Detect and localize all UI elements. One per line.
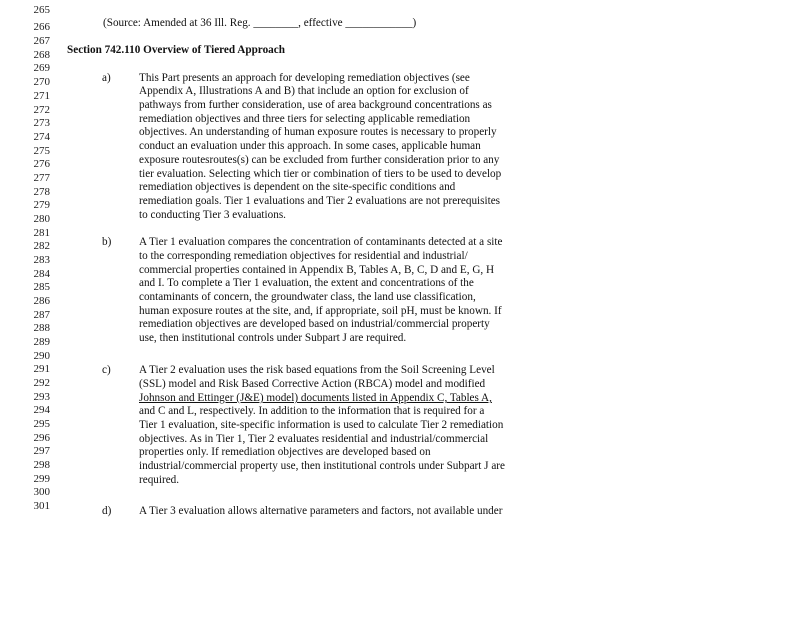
paragraph-label: d) bbox=[102, 505, 112, 517]
paragraph-label: c) bbox=[102, 364, 111, 376]
paragraph-line: pathways from further consideration, use of area background concentrations as bbox=[139, 99, 492, 111]
line-number: 268 bbox=[33, 49, 50, 61]
line-number: 272 bbox=[33, 104, 50, 116]
paragraph-line: properties only. If remediation objectives are developed based on bbox=[139, 446, 431, 458]
section-heading: Section 742.110 Overview of Tiered Approach bbox=[67, 44, 285, 56]
paragraph-line: remediation objectives and three tiers for selecting applicable remediation bbox=[139, 113, 471, 125]
paragraph-line: objectives. An understanding of human exposure routes is necessary to properly bbox=[139, 126, 497, 138]
line-number: 301 bbox=[33, 500, 50, 512]
paragraph-line: Appendix A, Illustrations A and B) that include an option for exclusion of bbox=[139, 85, 469, 97]
line-number: 287 bbox=[33, 309, 50, 321]
paragraph-line: Tier 1 evaluation, site-specific information is used to calculate Tier 2 remediation bbox=[139, 419, 504, 431]
line-number: 296 bbox=[33, 432, 50, 444]
paragraph-label: a) bbox=[102, 72, 111, 84]
paragraph-line: contaminants of concern, the groundwater class, the land use classification, bbox=[139, 291, 476, 303]
paragraph-line: human exposure routes at the site, and, if appropriate, soil pH, must be known. If bbox=[139, 305, 502, 317]
paragraph-line: Johnson and Ettinger (J&E) model) documents listed in Appendix C, Tables A, bbox=[139, 392, 492, 404]
paragraph-line: tier evaluation. Selecting which tier or combination of tiers to be used to develop bbox=[139, 168, 502, 180]
paragraph-line: required. bbox=[139, 474, 180, 486]
source-note: (Source: Amended at 36 Ill. Reg. ________, effective ____________) bbox=[103, 17, 417, 29]
line-number: 273 bbox=[33, 117, 50, 129]
paragraph-label: b) bbox=[102, 236, 112, 248]
paragraph-line: remediation goals. Tier 1 evaluations and Tier 2 evaluations are not prerequisites bbox=[139, 195, 501, 207]
line-number: 279 bbox=[33, 199, 50, 211]
paragraph-line: A Tier 2 evaluation uses the risk based equations from the Soil Screening Level bbox=[139, 364, 495, 376]
line-number: 270 bbox=[33, 76, 50, 88]
paragraph-line: A Tier 3 evaluation allows alternative parameters and factors, not available under bbox=[139, 505, 503, 517]
line-number: 275 bbox=[33, 145, 50, 157]
line-number: 294 bbox=[33, 404, 50, 416]
paragraph-line: commercial properties contained in Appendix B, Tables A, B, C, D and E, G, H bbox=[139, 264, 495, 276]
line-number: 281 bbox=[33, 227, 50, 239]
paragraph-line: industrial/commercial property use, then institutional controls under Subpart J are bbox=[139, 460, 505, 472]
line-number: 295 bbox=[33, 418, 50, 430]
line-number: 277 bbox=[33, 172, 50, 184]
paragraph-line: objectives. As in Tier 1, Tier 2 evaluates residential and industrial/commercial bbox=[139, 433, 489, 445]
line-number: 280 bbox=[33, 213, 50, 225]
line-number: 298 bbox=[33, 459, 50, 471]
paragraph-line: remediation objectives is dependent on the site-specific conditions and bbox=[139, 181, 456, 193]
line-number: 283 bbox=[33, 254, 50, 266]
paragraph-line: to conducting Tier 3 evaluations. bbox=[139, 209, 286, 221]
line-number: 292 bbox=[33, 377, 50, 389]
line-number: 291 bbox=[33, 363, 50, 375]
line-number: 278 bbox=[33, 186, 50, 198]
line-number: 274 bbox=[33, 131, 50, 143]
paragraph-line: A Tier 1 evaluation compares the concentration of contaminants detected at a site bbox=[139, 236, 503, 248]
paragraph-line: conduct an evaluation under this approach. In some cases, applicable human bbox=[139, 140, 481, 152]
line-number: 299 bbox=[33, 473, 50, 485]
line-number: 271 bbox=[33, 90, 50, 102]
line-number: 269 bbox=[33, 62, 50, 74]
line-number: 276 bbox=[33, 158, 50, 170]
line-number: 293 bbox=[33, 391, 50, 403]
line-number: 267 bbox=[33, 35, 50, 47]
line-number: 297 bbox=[33, 445, 50, 457]
paragraph-line: to the corresponding remediation objectives for residential and industrial/ bbox=[139, 250, 468, 262]
paragraph-line: and I. To complete a Tier 1 evaluation, the extent and concentrations of the bbox=[139, 277, 474, 289]
paragraph-line: exposure routesroutes(s) can be excluded from further consideration prior to any bbox=[139, 154, 500, 166]
paragraph-line: This Part presents an approach for developing remediation objectives (see bbox=[139, 72, 470, 84]
paragraph-line: (SSL) model and Risk Based Corrective Action (RBCA) model and modified bbox=[139, 378, 486, 390]
line-number: 282 bbox=[33, 240, 50, 252]
line-number: 285 bbox=[33, 281, 50, 293]
line-number: 300 bbox=[33, 486, 50, 498]
paragraph-line: remediation objectives are developed based on industrial/commercial property bbox=[139, 318, 490, 330]
line-number: 288 bbox=[33, 322, 50, 334]
paragraph-line: and C and L, respectively. In addition to the information that is required for a bbox=[139, 405, 485, 417]
line-number: 289 bbox=[33, 336, 50, 348]
line-number: 265 bbox=[33, 4, 50, 16]
line-number: 284 bbox=[33, 268, 50, 280]
paragraph-line: use, then institutional controls under Subpart J are required. bbox=[139, 332, 407, 344]
line-number: 266 bbox=[33, 21, 50, 33]
line-number: 286 bbox=[33, 295, 50, 307]
line-number: 290 bbox=[33, 350, 50, 362]
